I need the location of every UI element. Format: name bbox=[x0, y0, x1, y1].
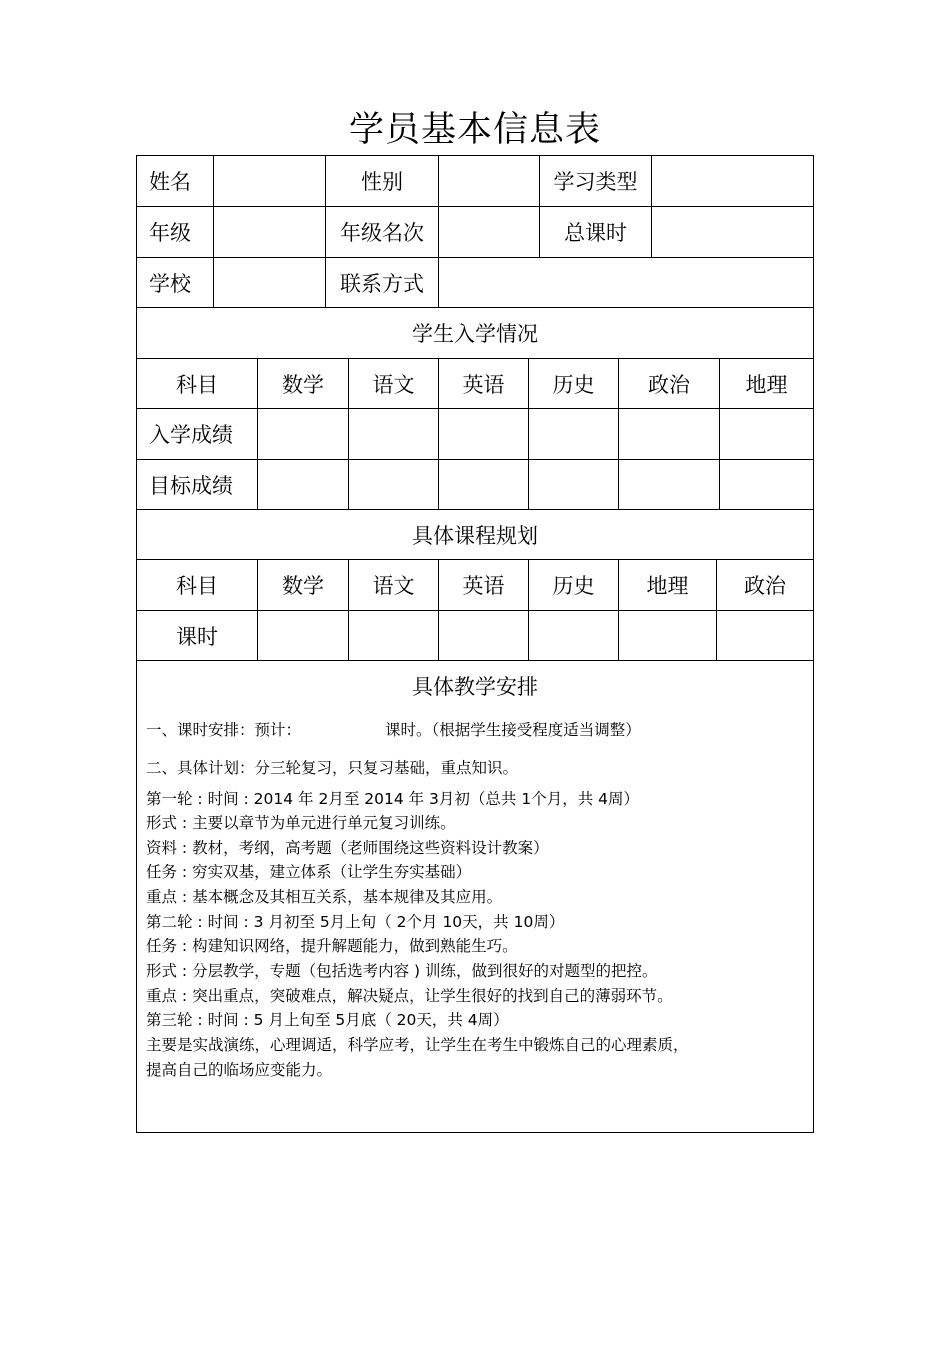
name-field[interactable] bbox=[214, 156, 325, 206]
study-type-label: 学习类型 bbox=[553, 170, 638, 194]
admission-subject-history: 历史 bbox=[552, 372, 595, 397]
entry-score-politics[interactable] bbox=[619, 409, 719, 459]
plan-subject-geography: 地理 bbox=[646, 574, 689, 598]
plan-subject-politics: 政治 bbox=[744, 574, 786, 598]
plan-hours-chinese[interactable] bbox=[349, 611, 438, 660]
plan-line: 任务 : 构建知识网络，提升解题能力，做到熟能生巧。 bbox=[146, 937, 518, 955]
school-field[interactable] bbox=[214, 258, 325, 307]
contact-field[interactable] bbox=[439, 258, 813, 307]
page-title: 学员基本信息表 bbox=[348, 110, 601, 150]
hours-arrangement-text: 一、课时安排：预计： bbox=[146, 721, 302, 739]
grade-field[interactable] bbox=[214, 207, 325, 257]
entry-score-label: 入学成绩 bbox=[149, 423, 233, 447]
gender-label: 性别 bbox=[361, 170, 403, 194]
admission-subject-math: 数学 bbox=[282, 372, 324, 397]
target-score-english[interactable] bbox=[439, 460, 528, 509]
target-score-politics[interactable] bbox=[619, 460, 719, 509]
teaching-section-title: 具体教学安排 bbox=[412, 675, 538, 699]
gender-field[interactable] bbox=[439, 156, 539, 206]
course-plan-section-title: 具体课程规划 bbox=[412, 523, 538, 548]
plan-line: 重点 : 基本概念及其相互关系，基本规律及其应用。 bbox=[146, 888, 503, 906]
admission-subject-label: 科目 bbox=[176, 372, 218, 397]
plan-line: 形式 : 分层教学，专题（包括选考内容 ) 训练，做到很好的对题型的把控。 bbox=[146, 962, 658, 980]
plan-line: 主要是实战演练，心理调适，科学应考，让学生在考生中锻炼自己的心理素质， bbox=[146, 1036, 689, 1054]
plan-subject-label: 科目 bbox=[176, 574, 218, 598]
grade-label: 年级 bbox=[149, 221, 191, 245]
plan-hours-math[interactable] bbox=[258, 611, 348, 660]
entry-score-english[interactable] bbox=[439, 409, 528, 459]
admission-subject-politics: 政治 bbox=[648, 372, 690, 397]
target-score-geography[interactable] bbox=[720, 460, 813, 509]
admission-subject-chinese: 语文 bbox=[372, 372, 415, 397]
plan-line: 重点 : 突出重点，突破难点，解决疑点，让学生很好的找到自己的薄弱环节。 bbox=[146, 987, 673, 1005]
plan-line: 第三轮 : 时间 : 5 月上旬至 5月底（ 20天，共 4周） bbox=[146, 1011, 509, 1029]
entry-score-math[interactable] bbox=[258, 409, 348, 459]
grade-rank-field[interactable] bbox=[439, 207, 539, 257]
plan-line: 第二轮 : 时间 : 3 月初至 5月上旬（ 2个月 10天，共 10周） bbox=[146, 913, 565, 931]
plan-summary-text: 二、具体计划：分三轮复习，只复习基础，重点知识。 bbox=[146, 759, 519, 777]
target-score-history[interactable] bbox=[529, 460, 618, 509]
admission-subject-english: 英语 bbox=[462, 372, 505, 397]
plan-line: 第一轮 : 时间 : 2014 年 2月至 2014 年 3月初（总共 1个月，共 4周） bbox=[146, 790, 639, 808]
grade-rank-label: 年级名次 bbox=[340, 221, 424, 245]
plan-hours-history[interactable] bbox=[529, 611, 618, 660]
student-info-form bbox=[136, 155, 814, 1133]
entry-score-chinese[interactable] bbox=[349, 409, 438, 459]
plan-line: 任务 : 穷实双基，建立体系（让学生夯实基础） bbox=[146, 863, 472, 881]
plan-subject-math: 数学 bbox=[282, 574, 324, 598]
plan-line: 提高自己的临场应变能力。 bbox=[146, 1061, 333, 1079]
admission-section-title: 学生入学情况 bbox=[412, 322, 538, 346]
admission-subject-geography: 地理 bbox=[745, 372, 788, 397]
plan-line: 资料 : 教材，考纲，高考题（老师围绕这些资料设计教案） bbox=[146, 839, 549, 857]
target-score-math[interactable] bbox=[258, 460, 348, 509]
entry-score-geography[interactable] bbox=[720, 409, 813, 459]
name-label: 姓名 bbox=[149, 170, 191, 194]
entry-score-history[interactable] bbox=[529, 409, 618, 459]
plan-hours-geography[interactable] bbox=[619, 611, 716, 660]
total-hours-label: 总课时 bbox=[564, 221, 627, 245]
school-label: 学校 bbox=[149, 271, 191, 296]
plan-hours-politics[interactable] bbox=[717, 611, 813, 660]
total-hours-field[interactable] bbox=[652, 207, 813, 257]
plan-hours-english[interactable] bbox=[439, 611, 528, 660]
target-score-label: 目标成绩 bbox=[149, 473, 233, 498]
hours-arrangement-note: 课时。（根据学生接受程度适当调整） bbox=[385, 721, 641, 739]
plan-subject-english: 英语 bbox=[462, 574, 505, 598]
study-type-field[interactable] bbox=[652, 156, 813, 206]
contact-label: 联系方式 bbox=[340, 271, 424, 296]
target-score-chinese[interactable] bbox=[349, 460, 438, 509]
plan-hours-label: 课时 bbox=[176, 624, 218, 649]
plan-subject-history: 历史 bbox=[552, 574, 595, 598]
plan-subject-chinese: 语文 bbox=[372, 574, 415, 598]
plan-line: 形式 : 主要以章节为单元进行单元复习训练。 bbox=[146, 814, 456, 832]
